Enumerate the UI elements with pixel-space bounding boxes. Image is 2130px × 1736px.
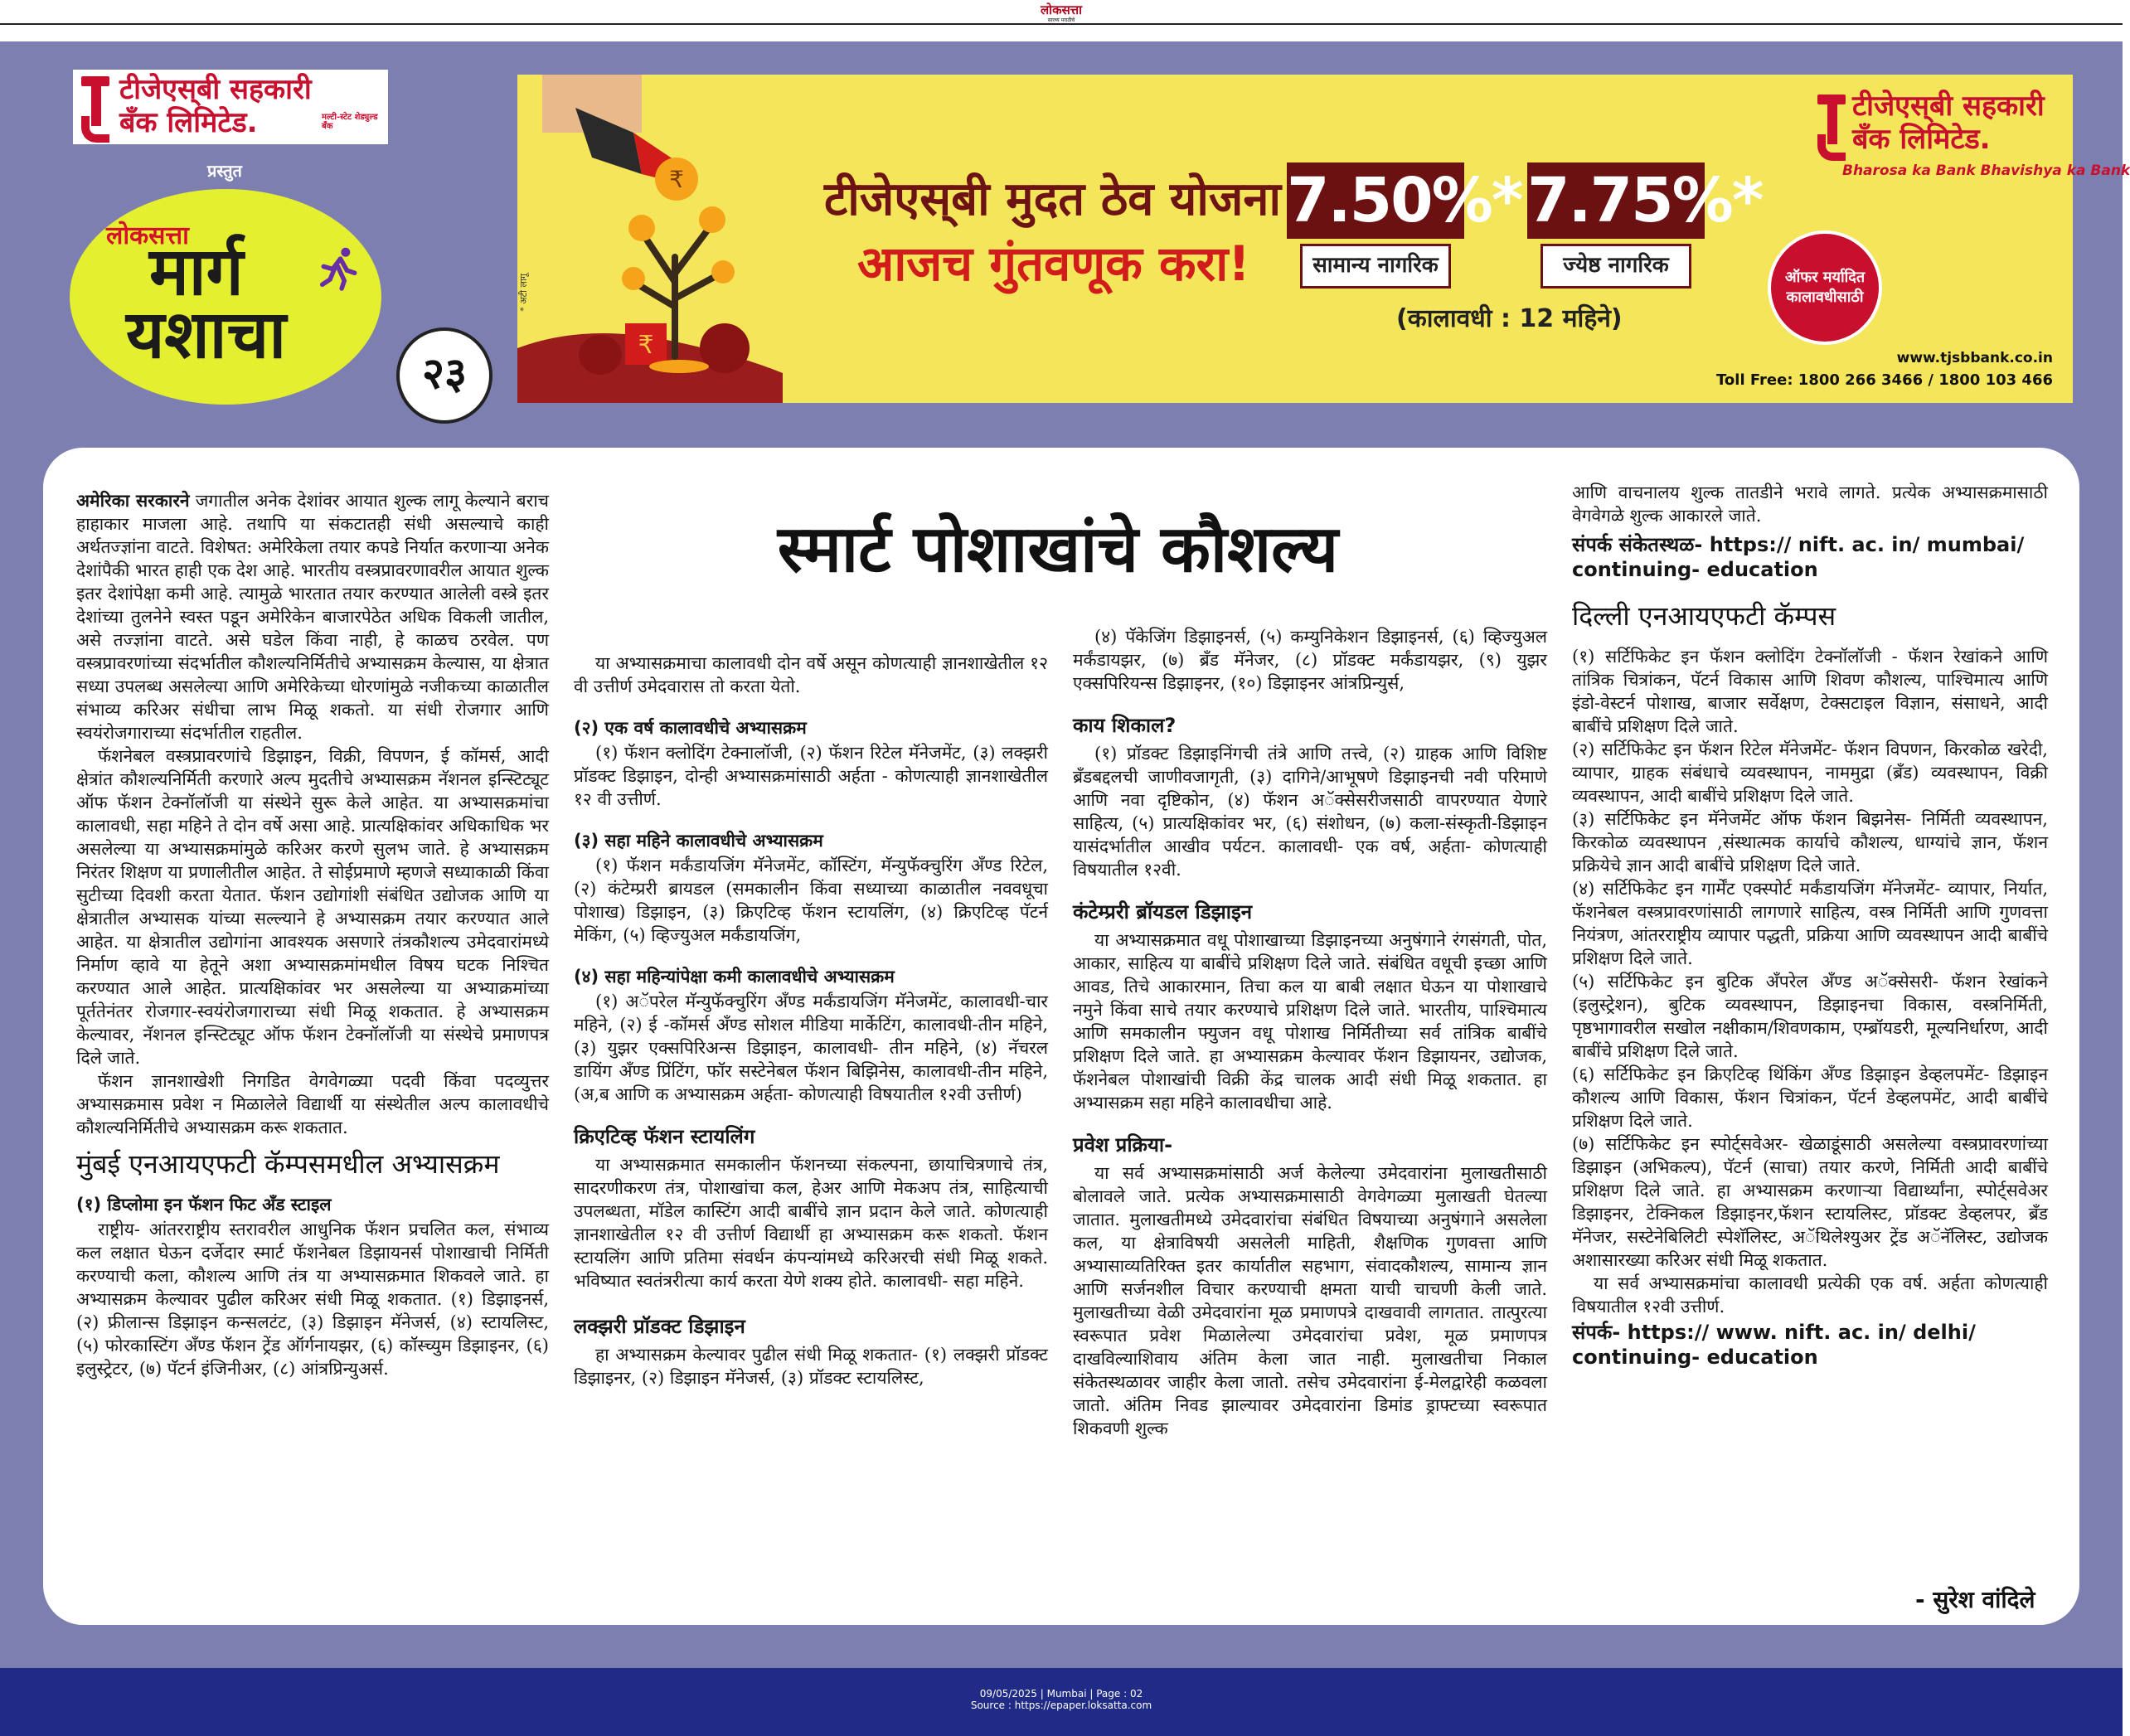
section-heading-mumbai: मुंबई एनआयएफटी कॅम्पसमधील अभ्यासक्रम	[76, 1148, 500, 1180]
article-paragraph: फॅशन ज्ञानशाखेशी निगडित वेगवेगळ्या पदवी किंवा पदव्युत्तर अभ्यासक्रमास प्रवेश न मिळालेले विद्यार्थी या संस्थेतील अल्प कालावधीचे कौशल्यनिर्मितीचे अभ्यासक्रम करू शकतात.	[76, 1071, 549, 1137]
newspaper-logo[interactable]: लोकसत्ता सारथ्य मराठीचे	[1041, 2, 1082, 23]
series-brand: लोकसत्ता	[106, 221, 189, 250]
article-paragraph: (१) सर्टिफिकेट इन फॅशन क्लोदिंग टेक्नॉलॉजी - फॅशन रेखांकने आणि तांत्रिक चित्रांकन, पॅटर्न विकास आणि शिवण कौशल्य, पाश्चिमात्य आणि इंडो-वेस्टर्न पोशाख, बाजार सर्वेक्षण, टेक्सटाइल विज्ञान, संसाधने, आदी बाबींचे प्रशिक्षण दिले जाते.	[1572, 647, 2048, 736]
page-footer	[0, 1668, 2123, 1736]
sponsor-bank-tag: मल्टी-स्टेट शेड्युल्ड बँक	[322, 113, 378, 131]
ad-bank-logo	[1817, 90, 2130, 189]
offer-badge: ऑफर मर्यादित कालावधीसाठी	[1768, 230, 1882, 345]
article-column-1	[76, 489, 549, 1380]
rate-general-label: सामान्य नागरिक	[1300, 244, 1451, 289]
article-paragraph: या सर्व अभ्यासक्रमांचा कालावधी प्रत्येकी एक वर्ष. अर्हता कोणत्याही विषयातील १२वी उत्तीर्ण.	[1572, 1273, 2048, 1317]
svg-text:₹: ₹	[669, 166, 684, 193]
issue-number: २३	[396, 327, 492, 424]
article-paragraph: (१) अॅपरेल मॅन्युफॅक्चुरिंग अँण्ड मर्कंडायजिंग मॅनेजमेंट, कालावधी-चार महिने, (२) ई -कॉमर्स अँण्ड सोशल मीडिया मार्केटिंग, कालावधी-तीन महिने, (३) युझर एक्सपिरिअन्स डिझाइन, कालावधी- तीन महिने, (४) नॅचरल डायिंग अँण्ड प्रिंटिंग, फॉर सस्टेनेबल फॅशन बिझिनेस, कालावधी-तीन महिने, (अ,ब आणि क अभ्यासक्रम अर्हता- कोणत्याही विषयातील १२वी उत्तीर्ण)	[574, 992, 1048, 1104]
series-title-line2: यशाचा	[126, 296, 287, 373]
article-paragraph: (५) सर्टिफिकेट इन बुटिक अँपरेल अँण्ड अॅक्सेसरी- फॅशन रेखांकने (इलुस्ट्रेशन), बुटिक व्यवस्थापन, डिझाइनचा विकास, वस्त्रनिर्मिती, पृष्ठभागावरील सखोल नक्षीकाम/शिवणकाम, एम्ब्रॉयडरी, मूल्यनिर्धारण, आदी बाबींचे प्रशिक्षण दिले जाते.	[1572, 972, 2048, 1061]
terms-disclaimer: * अटी लागू	[518, 274, 529, 312]
section-heading: काय शिकाल?	[1073, 714, 1177, 737]
svg-text:₹: ₹	[638, 331, 654, 360]
course-heading: लक्झरी प्रॉडक्ट डिझाइन	[574, 1315, 745, 1338]
deposit-term: (कालावधी : 12 महिने)	[1396, 304, 1623, 333]
article-column-2	[574, 652, 1048, 1389]
article-paragraph: (३) सर्टिफिकेट इन मॅनेजमेंट ऑफ फॅशन बिझनेस- निर्मिती व्यवस्थापन, किरकोळ व्यवस्थापन ,संस्थात्मक कार्याचे कौशल्य, धाग्यांचे ज्ञान, फॅशन प्रक्रियेचे ज्ञान आदी बाबींचे प्रशिक्षण दिले जाते.	[1572, 809, 2048, 875]
money-tree-illustration	[517, 75, 783, 403]
article-paragraph: (१) प्रॉडक्ट डिझाइनिंगची तंत्रे आणि तत्त्वे, (२) ग्राहक आणि विशिष्ट ब्रँडबद्दलची जाणीवजागृती, (३) दागिने/आभूषणे डिझाइनची नवी परिमाणे आणि नवा दृष्टिकोन, (४) फॅशन अॅक्सेसरीजसाठी वापरण्यात येणारे साहित्य, (५) प्रात्यक्षिकांवर भर, (६) संशोधन, (७) कला-संस्कृती-डिझाइन यासंदर्भातील आखीव पर्यटन. कालावधी- एक वर्ष, अर्हता- कोणत्याही विषयातील १२वी.	[1073, 744, 1547, 880]
runner-icon	[318, 247, 360, 289]
rate-general-value: 7.50%*	[1287, 162, 1464, 239]
article-headline: स्मार्ट पोशाखांचे कौशल्य	[777, 512, 1339, 587]
article-paragraph: या अभ्यासक्रमात समकालीन फॅशनच्या संकल्पना, छायाचित्रणाचे तंत्र, सादरणीकरण तंत्र, पोशाखांचा कल, हेअर आणि मेकअप तंत्र, साहित्याची उपलब्धता, मॉडेल कास्टिंग आदी बाबींचे ज्ञान प्रदान केले जाते. कोणत्याही ज्ञानशाखेतील १२ वी उत्तीर्ण विद्यार्थी हा अभ्यासक्रम करू शकतो. फॅशन स्टायलिंग आणि प्रतिमा संवर्धन कंपन्यांमध्ये करिअरची संधी मिळू शकते. भविष्यात स्वतंत्ररीत्या कार्य करता येणे शक्य होते. कालावधी- सहा महिने.	[574, 1155, 1048, 1291]
article-paragraph: (१) फॅशन क्लोदिंग टेक्नालॉजी, (२) फॅशन रिटेल मॅनेजमेंट, (३) लक्झरी प्रॉडक्ट डिझाइन, दोन्ही अभ्यासक्रमांसाठी अर्हता - कोणत्याही ज्ञानशाखेतील १२ वी उत्तीर्ण.	[574, 743, 1048, 809]
course-heading: क्रिएटिव्ह फॅशन स्टायलिंग	[574, 1125, 755, 1148]
presents-label: प्रस्तुत	[207, 161, 242, 181]
toll-free-number: Toll Free: 1800 266 3466 / 1800 103 466	[1716, 371, 2053, 389]
footer-date-page: 09/05/2025 | Mumbai | Page : 02	[979, 1688, 1143, 1700]
article-paragraph: या अभ्यासक्रमाचा कालावधी दोन वर्षे असून कोणत्याही ज्ञानशाखेतील १२ वी उत्तीर्ण उमेदवारास तो करता येतो.	[574, 653, 1048, 696]
section-heading: प्रवेश प्रक्रिया-	[1073, 1133, 1173, 1157]
article-paragraph: (४) पॅकेजिंग डिझाइनर्स, (५) कम्युनिकेशन डिझाइनर्स, (६) व्हिज्युअल मर्कंडायझर, (७) ब्रँड मॅनेजर, (८) प्रॉडक्ट मर्कंडायझर, (९) युझर एक्सपिरियन्स डिझाइनर, (१०) डिझाइनर आंत्रप्रिन्युर्स,	[1073, 627, 1547, 693]
rate-senior-value: 7.75%*	[1527, 162, 1705, 239]
article-paragraph: या सर्व अभ्यासक्रमांसाठी अर्ज केलेल्या उमेदवारांना मुलाखतीसाठी बोलावले जाते. प्रत्येक अभ्यासक्रमासाठी वेगवेगळ्या मुलाखती घेतल्या जातात. मुलाखतीमध्ये उमेदवारांचा संबंधित विषयाच्या अनुषंगाने असलेला कल, या क्षेत्राविषयी असलेली माहिती, शैक्षणिक गुणवत्ता आणि अभ्यासाव्यतिरिक्त इतर कार्यातील सहभाग, संवादकौशल्य, सामान्य ज्ञान आणि सर्जनशील विचार करण्याची क्षमता याची चाचणी केली जाते. मुलाखतीच्या वेळी उमेदवारांना मूळ प्रमाणपत्रे दाखवावी लागतात. तात्पुरत्या स्वरूपात प्रवेश मिळालेल्या उमेदवारांचा प्रवेश, मूळ प्रमाणपत्र दाखविल्याशिवाय अंतिम केला जात नाही. मुलाखतीचा निकाल संकेतस्थळावर जाहीर केला जातो. तसेच उमेदवारांना ई-मेलद्वारेही कळवला जातो. अंतिम निवड झाल्यावर उमेदवारांना डिमांड ड्राफ्टच्या स्वरूपात शिकवणी शुल्क	[1073, 1163, 1547, 1438]
course-heading: (१) डिप्लोमा इन फॅशन फिट अँड स्टाइल	[76, 1195, 332, 1215]
bank-advertisement[interactable]	[517, 75, 2130, 403]
contact-mumbai: संपर्क संकेतस्थळ- https:// nift. ac. in/ mumbai/ continuing- education	[1572, 533, 2025, 581]
rate-senior	[1527, 162, 1763, 289]
contact-mumbai-link[interactable]: https:// nift. ac. in/ mumbai/ continuing- education	[1572, 533, 2025, 581]
article-paragraph: (४) सर्टिफिकेट इन गार्मेंट एक्स्पोर्ट मर्कंडायजिंग मॅनेजमेंट- व्यापार, निर्यात, फॅशनेबल वस्त्रप्रावरणांसाठी लागणारे साहित्य, वस्त्र निर्मिती आणि गुणवत्ता नियंत्रण, आंतरराष्ट्रीय व्यापार पद्धती, प्रक्रिया आणि व्यवस्थापन आदी बाबींचे प्रशिक्षण दिले जाते.	[1572, 879, 2048, 968]
sponsor-bank-name: टीजेएस्‌बी सहकारी बँक लिमिटेड.	[119, 73, 312, 139]
article-paragraph: फॅशनेबल वस्त्रप्रावरणांचे डिझाइन, विक्री, विपणन, ई कॉमर्स, आदी क्षेत्रांत कौशल्यनिर्मिती करणारे अल्प मुदतीचे अभ्यासक्रम नॅशनल इन्स्टिट्यूट ऑफ फॅशन टेक्नॉलॉजी या संस्थेने सुरू केले आहेत. या अभ्यासक्रमांचा कालावधी, सहा महिने ते दोन वर्षे असा आहे. प्रात्यक्षिकांवर अधिकाधिक भर असलेल्या या अभ्यासक्रमांमुळे करिअर करणे सुलभ जाते. हे अभ्यासक्रम निरंतर शिक्षण या प्रणालीतील आहेत. ते सोईप्रमाणे म्हणजे सध्याकाळी किंवा सुटीच्या दिवशी करता येतात. फॅशन उद्योगांशी संबंधित उद्योजक आणि या क्षेत्रातील अभ्यासक यांच्या सल्ल्याने हे अभ्यासक्रम तयार करण्यात आले आहेत. या क्षेत्रातील उद्योगांना आवश्यक असणारे तंत्रकौशल्य उमेदवारांमध्ये निर्माण व्हावे या हेतूने अशा अभ्यासक्रमांमधील विषय घटक निश्चित करण्यात आले आहेत. प्रात्यक्षिकांवर भर असलेल्या या अभ्याक्रमांच्या पूर्ततेनंतर रोजगार-स्वयंरोजगाराच्या संधी मिळू शकतात. हे अभ्यासक्रम केल्यावर, नॅशनल इन्स्टिट्यूट ऑफ फॅशन टेक्नॉलॉजी या संस्थेचे प्रमाणपत्र दिले जाते.	[76, 746, 549, 1068]
article-paragraph: (७) सर्टिफिकेट इन स्पोर्ट्सवेअर- खेळाडूंसाठी असलेल्या वस्त्रप्रावरणांच्या डिझाइन (अभिकल्प), पॅटर्न (साचा) तयार करणे, निर्मिती आदी बाबींचे प्रशिक्षण दिले जाते. हा अभ्यासक्रम करणाऱ्या विद्यार्थ्यांना, स्पोर्ट्सवेअर डिझाइनर, टेक्निकल डिझाइनर,फॅशन स्टायलिस्ट, प्रॉडक्ट डेव्हलपर, ब्रँड मॅनेजर, सस्टेनेबिलिटी स्पेशॅलिस्ट, अॅथिलेश्युअर ट्रेंड अॅनॅलिस्ट, उद्योजक अशासारख्या करिअर संधी मिळू शकतात.	[1572, 1134, 2048, 1270]
sponsor-logo	[73, 70, 388, 144]
article-paragraph: राष्ट्रीय- आंतरराष्ट्रीय स्तरावरील आधुनिक फॅशन प्रचलित कल, संभाव्य कल लक्षात घेऊन दर्जेदार स्मार्ट फॅशनेबल डिझायनर्स पोशाखाची निर्मिती करण्याची कला, कौशल्य आणि तंत्र या अभ्यासक्रमात शिकवले जाते. हा अभ्यासक्रम केल्यावर पुढील करिअर संधी मिळू शकतात. (१) डिझाइनर्स, (२) फ्रीलान्स डिझाइन कन्सलटंट, (३) डिझाइन मॅनेजर्स, (४) स्टायलिस्ट, (५) फोरकास्टिंग अँण्ड फॅशन ट्रेंड ऑर्गनायझर, (६) कॉस्च्युम डिझाइनर, (६) इलुस्ट्रेटर, (७) पॅटर्न इंजिनीअर, (८) आंत्रप्रिन्युअर्स.	[76, 1220, 549, 1379]
tjsb-mark-icon	[1817, 95, 1846, 156]
course-heading: (३) सहा महिने कालावधीचे अभ्यासक्रम	[574, 831, 823, 851]
rate-general	[1287, 162, 1522, 289]
series-logo	[70, 189, 381, 405]
article-paragraph: अमेरिका सरकारने जगातील अनेक देशांवर आयात शुल्क लागू केल्याने बराच हाहाकार माजला आहे. तथापि या संकटातही संधी असल्याचे काही अर्थतज्ज्ञांना वाटते. विशेषत: अमेरिकेला तयार कपडे निर्यात करणाऱ्या अनेक देशांपैकी भारत हाही एक देश आहे. भारतीय वस्त्रप्रावरणावरील आयात शुल्क इतर देशांपेक्षा कमी आहे. त्यामुळे भारतात तयार करण्यात आलेली वस्त्रे इतर देशांच्या तुलनेने स्वस्त पडून अमेरिकेन बाजारपेठेत अधिक विकली जातील, असे तज्ज्ञांना वाटते. असे घडेल किंवा नाही, हे काळच ठरवेल. पण वस्त्रप्रावरणांच्या संदर्भातील कौशल्यनिर्मितीचे अभ्यासक्रम केल्यास, या क्षेत्रात सध्या उपलब्ध असलेल्या आणि अमेरिकेच्या धोरणांमुळे नजीकच्या काळातील संभाव्य करिअर संधीचा लाभ मिळू शकतो. या संधी रोजगार आणि स्वयंरोजगाराच्या संदर्भातील राहतील.	[76, 490, 549, 743]
lead-in: अमेरिका सरकारने	[76, 490, 190, 511]
top-bar	[0, 0, 2123, 25]
article-column-3	[1073, 625, 1547, 1440]
tjsb-mark-icon	[81, 76, 109, 138]
course-heading: (४) सहा महिन्यांपेक्षा कमी कालावधीचे अभ्यासक्रम	[574, 967, 895, 987]
article-paragraph: (६) सर्टिफिकेट इन क्रिएटिव्ह थिंकिंग अँण्ड डिझाइन डेव्हलपमेंट- डिझाइन कौशल्य आणि विकास, फॅशन चित्रांकन, पॅटर्न डेव्हलपमेंट, आदी बाबींचे प्रशिक्षण दिले जाते.	[1572, 1064, 2048, 1131]
ad-bank-name: टीजेएस्‌बी सहकारी बँक लिमिटेड.	[1852, 90, 2045, 156]
article-paragraph: (१) फॅशन मर्कंडायजिंग मॅनेजमेंट, कॉस्टिंग, मॅन्युफॅक्चुरिंग अँण्ड रिटेल, (२) कंटेम्प्ररी ब्रायडल (समकालीन किंवा सध्याच्या काळातील नववधूचा पोशाख) डिझाइन, (३) क्रिएटिव्ह फॅशन स्टायलिंग, (४) क्रिएटिव्ह पॅटर्न मेकिंग, (५) व्हिज्युअल मर्कंडायजिंग,	[574, 856, 1048, 945]
section-heading-delhi: दिल्ली एनआयएफटी कॅम्पस	[1572, 600, 1836, 632]
article-column-4	[1572, 481, 2048, 1369]
footer-source[interactable]: Source : https://epaper.loksatta.com	[970, 1700, 1152, 1711]
article-paragraph: हा अभ्यासक्रम केल्यावर पुढील संधी मिळू शकतात- (१) लक्झरी प्रॉडक्ट डिझाइनर, (२) डिझाइन मॅनेजर्स, (३) प्रॉडक्ट स्टायलिस्ट,	[574, 1345, 1048, 1388]
author-byline: - सुरेश वांदिले	[1915, 1586, 2035, 1613]
article-paragraph: या अभ्यासक्रमात वधू पोशाखाच्या डिझाइनच्या अनुषंगाने रंगसंगती, पोत, आकार, साहित्य या बाबींचे प्रशिक्षण दिले जाते. संबंधित वधूची इच्छा आणि आवड, तिचे आकारमान, तिचा कल या बाबी लक्षात घेऊन या पोशाखाचे नमुने किंवा साचे तयार करण्याचे प्रशिक्षण दिले जाते. भारतीय, पाश्चिमात्य आणि समकालीन फ्युजन वधू पोशाख निर्मितीच्या सर्व तांत्रिक बाबींचे प्रशिक्षण दिले जाते. हा अभ्यासक्रम केल्यावर फॅशन डिझायनर, उद्योजक, फॅशनेबल पोशाखांची विक्री केंद्र चालक आदी संधी मिळू शकतात. हा अभ्यासक्रम सहा महिने कालावधीचा आहे.	[1073, 930, 1547, 1113]
contact-delhi-link[interactable]: https:// www. nift. ac. in/ delhi/ continuing- education	[1572, 1321, 1976, 1369]
article-paragraph: (२) सर्टिफिकेट इन फॅशन रिटेल मॅनेजमेंट- फॅशन विपणन, किरकोळ खरेदी, व्यापार, ग्राहक संबंधाचे व्यवस्थापन, नाममुद्रा (ब्रँड) व्यवस्थापन, विक्री व्यवस्थापन, आदी बाबींचे प्रशिक्षण दिले जाते.	[1572, 739, 2048, 806]
series-title-line1: मार्ग	[149, 233, 244, 310]
ad-subheadline: आजच गुंतवणूक करा!	[857, 235, 1250, 292]
article-paragraph: आणि वाचनालय शुल्क तातडीने भरावे लागते. प्रत्येक अभ्यासक्रमासाठी वेगवेगळे शुल्क आकारले जाते.	[1572, 482, 2048, 526]
ad-headline: टीजेएस्‌बी मुदत ठेव योजना	[824, 172, 1282, 226]
rate-senior-label: ज्येष्ठ नागरिक	[1540, 244, 1691, 289]
contact-delhi: संपर्क- https:// www. nift. ac. in/ delhi/ continuing- education	[1572, 1321, 1976, 1369]
section-heading: कंटेम्प्ररी ब्रॉयडल डिझाइन	[1073, 900, 1253, 924]
bank-tagline: Bharosa ka Bank Bhavishya ka Bank	[1842, 162, 2130, 179]
course-heading: (२) एक वर्ष कालावधीचे अभ्यासक्रम	[574, 718, 807, 738]
bank-website[interactable]: www.tjsbbank.co.in	[1896, 350, 2053, 366]
